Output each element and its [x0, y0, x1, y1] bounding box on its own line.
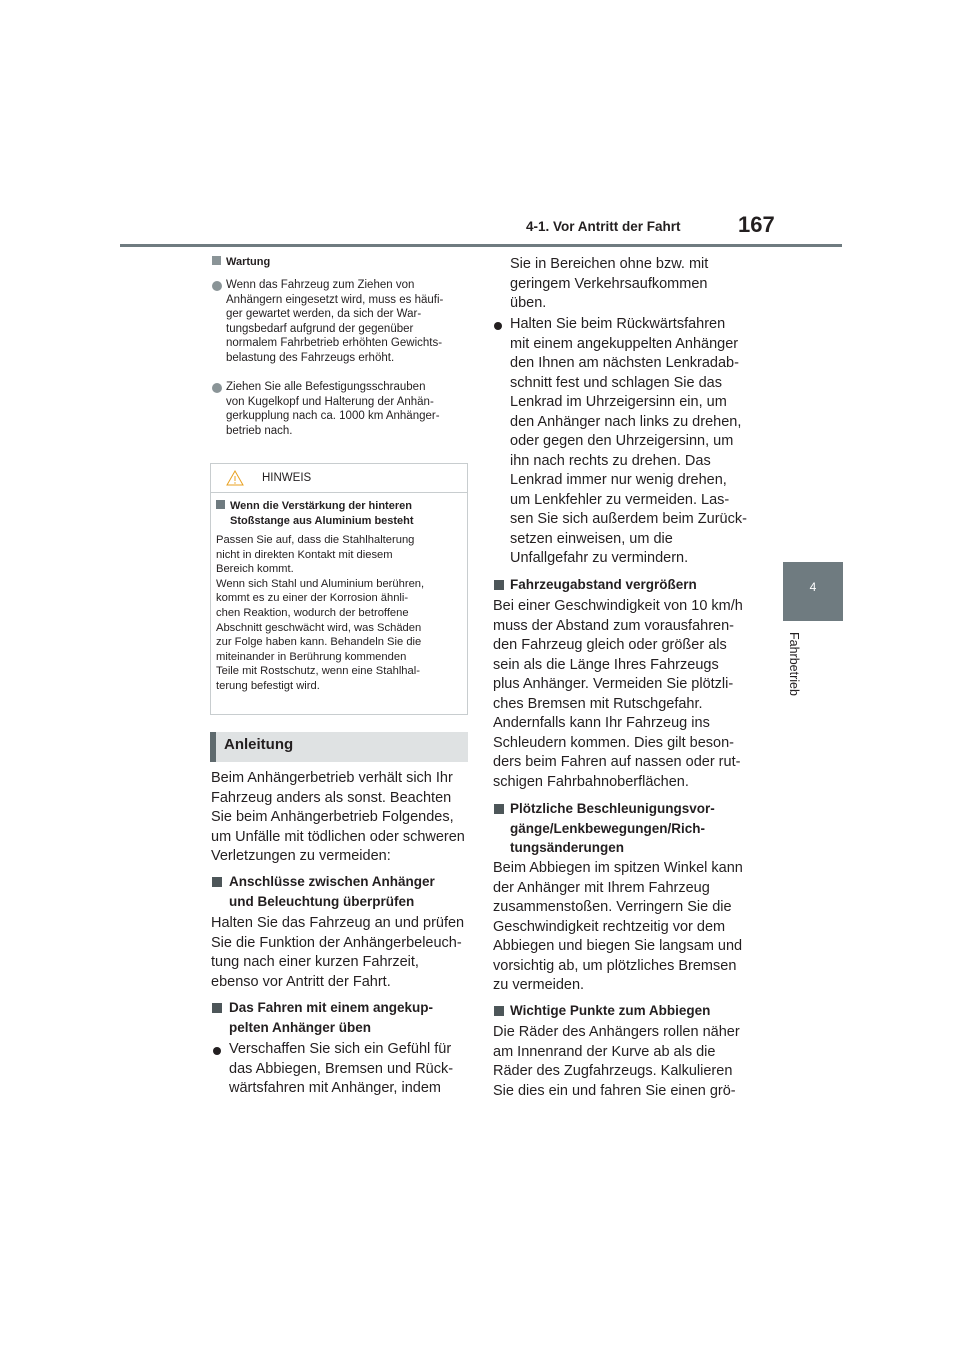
- anleitung-heading: Anleitung: [224, 736, 294, 753]
- bullet-icon: [494, 322, 502, 330]
- square-bullet-icon: [212, 256, 221, 265]
- square-bullet-icon: [494, 1006, 504, 1016]
- wartung-bullet-2: Ziehen Sie alle Befestigungsschrauben von Kugelkopf und Halterung der Anhän- gerkupplung nach ca. 1000 km Anhänger- betrieb nach.: [226, 381, 440, 437]
- section-5-heading: Wichtige Punkte zum Abbiegen: [510, 1003, 711, 1018]
- anleitung-intro: Beim Anhängerbetrieb verhält sich Ihr Fahrzeug anders als sonst. Beachten Sie beim Anhängerbetrieb Folgendes, um Unfälle mit tödlichen oder schweren Verletzungen zu vermeiden:: [211, 770, 465, 864]
- chapter-label: [785, 632, 807, 712]
- header-rule: [120, 244, 842, 247]
- round-bullet-icon: [212, 383, 222, 393]
- square-bullet-icon: [212, 877, 222, 887]
- section-4-heading: Plötzliche Beschleunigungsvor- gänge/Lenkbewegungen/Rich- tungsänderungen: [510, 801, 715, 855]
- notice-heading: Wenn die Verstärkung der hinteren Stoßstange aus Aluminium besteht: [216, 499, 414, 529]
- section-2-heading: Das Fahren mit einem angekup- pelten Anhänger üben: [229, 1000, 434, 1035]
- square-bullet-icon: [494, 804, 504, 814]
- square-bullet-icon: [494, 580, 504, 590]
- notice-divider: [210, 492, 468, 493]
- notice-body: Passen Sie auf, dass die Stahlhalterung nicht in direkten Kontakt mit diesem Bereich kommt. Wenn sich Stahl und Aluminium berühren, kommt es zu einer der Korrosion ähnli- chen Reaktion, wodurch der betroffene Abschnitt geschwächt wird, was Schäden zur Folge haben kann. Behandeln Sie die miteinander in Berührung kommenden Teile mit Rostschutz, wenn eine Stahlhal- terung befestigt wird.: [216, 534, 425, 692]
- section-2-bullet-1b: Sie in Bereichen ohne bzw. mit geringem Verkehrsaufkommen üben.: [510, 256, 709, 311]
- section-5-body: Die Räder des Anhängers rollen näher am Innenrand der Kurve ab als die Räder des Zugfahrzeugs. Kalkulieren Sie dies ein und fahren Sie einen grö-: [493, 1024, 740, 1099]
- section-3-body: Bei einer Geschwindigkeit von 10 km/h muss der Abstand zum vorausfahren- den Fahrzeug gleich oder größer als sein als die Länge Ihres Fahrzeugs plus Anhänger. Vermeiden Sie plötzli- ches Bremsen mit Rutschgefahr. Andernfalls kann Ihr Fahrzeug ins Schleudern kommen. Dies gilt beson- ders beim Fahren auf nassen oder rut- schigen Fahrbahnoberflächen.: [493, 598, 743, 790]
- wartung-bullet-1: Wenn das Fahrzeug zum Ziehen von Anhängern eingesetzt wird, muss es häufi- ger gewartet werden, da sich der War- tungsbedarf aufgrund der gegenüber normalem Fahrbetrieb erhöhten Gewichts- belastung des Fahrzeugs erhöht.: [226, 279, 444, 364]
- section-1-body: Halten Sie das Fahrzeug an und prüfen Sie die Funktion der Anhängerbeleuch- tung nach einer kurzen Fahrzeit, ebenso vor Antritt der Fahrt.: [211, 915, 465, 990]
- round-bullet-icon: [212, 281, 222, 291]
- square-bullet-icon: [216, 500, 225, 509]
- page-number: 167: [738, 212, 775, 237]
- section-title: 4-1. Vor Antritt der Fahrt: [526, 219, 681, 234]
- section-1-heading: Anschlüsse zwischen Anhänger und Beleuchtung überprüfen: [229, 874, 435, 909]
- square-bullet-icon: [212, 1003, 222, 1013]
- section-4-body: Beim Abbiegen im spitzen Winkel kann der Anhänger mit Ihrem Fahrzeug zusammenstoßen. Verringern Sie die Geschwindigkeit rechtzeitig vor dem Abbiegen und biegen Sie langsam und vorsichtig ab, um plötzliches Bremsen zu vermeiden.: [493, 860, 743, 993]
- section-2-bullet-1a: Verschaffen Sie sich ein Gefühl für das Abbiegen, Bremsen und Rück- wärtsfahren mit Anhänger, indem: [229, 1041, 454, 1096]
- section-2-bullet-2: Halten Sie beim Rückwärtsfahren mit einem angekuppelten Anhänger den Ihnen am nächsten Lenkradab- schnitt fest und schlagen Sie das Lenkrad im Uhrzeigersinn ein, um den Anhänger nach links zu drehen, oder gegen den Uhrzeigersinn, um ihn nach rechts zu drehen. Das Lenkrad immer nur wenig drehen, um Lenkfehler zu vermeiden. Las- sen Sie sich außerdem beim Zurück- setzen einweisen, um die Unfallgefahr zu vermindern.: [510, 316, 747, 566]
- bullet-icon: [213, 1047, 221, 1055]
- section-3-heading: Fahrzeugabstand vergrößern: [510, 577, 697, 592]
- anleitung-heading-accent: [210, 732, 216, 762]
- chapter-label-text: Fahrbetrieb: [787, 632, 801, 696]
- wartung-heading: Wartung: [212, 256, 270, 268]
- notice-title: HINWEIS: [262, 472, 312, 484]
- chapter-tab-number: 4: [809, 580, 817, 594]
- warning-triangle-icon: [226, 470, 244, 486]
